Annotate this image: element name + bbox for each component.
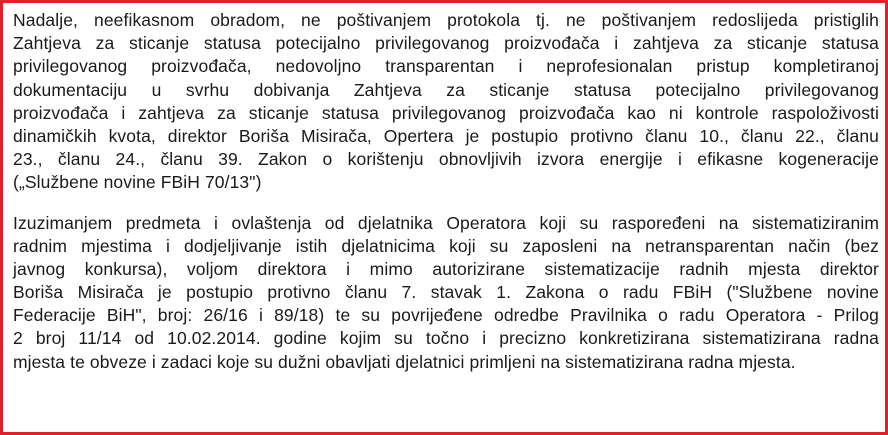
text-line: Zahtjeva za sticanje statusa potecijalno privilegovanog proizvođača i zahtjeva za sticanje statusa (13, 33, 879, 54)
text-line: Federacije BiH", broj: 26/16 i 89/18) te su povrijeđene odredbe Pravilnika o radu Operatora - Prilog (13, 305, 879, 326)
text-line: privilegovanog proizvođača, nedovoljno transparentan i neprofesionalan pristup kompletiranoj (13, 56, 879, 77)
text-line: proizvođača i zahtjeva za sticanje statusa privilegovanog proizvođača kao ni kontrole raspoloživosti (13, 102, 879, 123)
text-line: Boriša Misirača je postupio protivno članu 7. stavak 1. Zakona o radu FBiH ("Službene novine (13, 282, 879, 303)
text-line: dinamičkih kvota, direktor Boriša Misirača, Opertera je postupio protivno članu 10., članu 22., članu (13, 125, 879, 146)
text-line: dokumentaciju u svrhu dobivanja Zahtjeva za sticanje statusa potecijalno privilegovanog (13, 79, 879, 100)
text-line: Izuzimanjem predmeta i ovlaštenja od djelatnika Operatora koji su raspoređeni na sistematiziranim (13, 212, 879, 233)
text-line: 2 broj 11/14 od 10.02.2014. godine kojim su točno i precizno konkretizirana sistematizirana radna (13, 328, 879, 349)
text-line: („Službene novine FBiH 70/13") (13, 172, 262, 193)
document-body (13, 9, 879, 374)
paragraph-1 (13, 9, 879, 195)
text-line: mjesta te obveze i zadaci koje su dužni obavljati djelatnici primljeni na sistematizirana radna mjesta. (13, 351, 796, 372)
text-line: 23., članu 24., članu 39. Zakon o korištenju obnovljivih izvora energije i efikasne kogeneracije (13, 149, 879, 170)
paragraph-2 (13, 212, 879, 374)
text-line: javnog konkursa), voljom direktora i mimo autorizirane sistematizacije radnih mjesta direktor (13, 258, 879, 279)
text-line: radnim mjestima i dodjeljivanje istih djelatnicima koji su zaposleni na netransparentan način (bez (13, 235, 879, 256)
paragraph-spacer (13, 195, 879, 212)
text-line: Nadalje, neefikasnom obradom, ne poštivanjem protokola tj. ne poštivanjem redoslijeda pristiglih (13, 10, 879, 30)
